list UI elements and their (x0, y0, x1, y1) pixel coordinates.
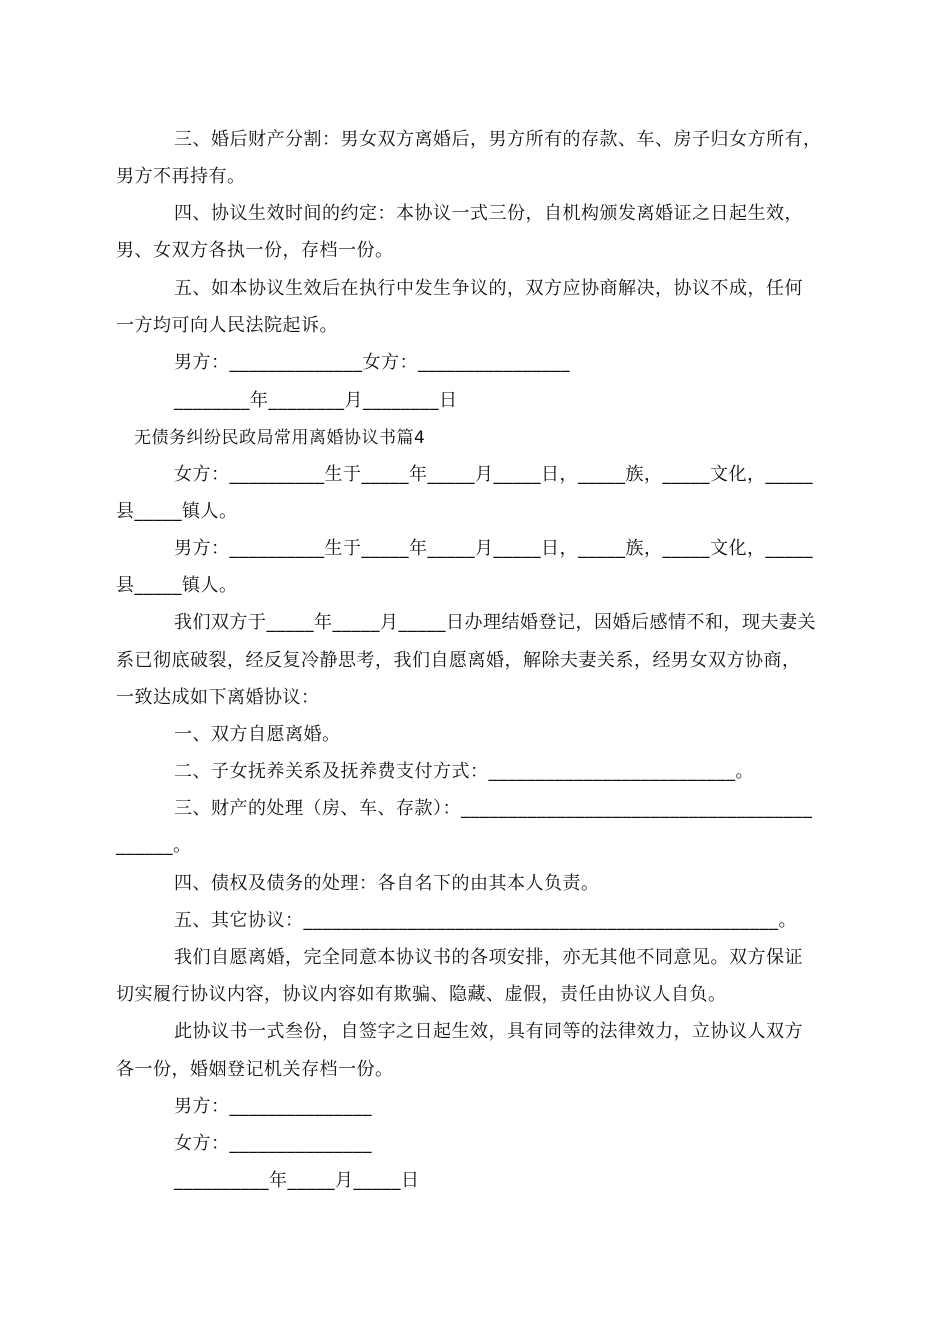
paragraph-line: 县_____镇人。 (116, 501, 238, 522)
section-title: 无债务纠纷民政局常用离婚协议书篇4 (134, 428, 426, 448)
paragraph-line: ______。 (116, 835, 192, 856)
paragraph-line: 一方均可向人民法院起诉。 (116, 315, 338, 336)
paragraph-line: 此协议书一式叁份，自签字之日起生效，具有同等的法律效力，立协议人双方 (174, 1021, 803, 1042)
paragraph-line: 一致达成如下离婚协议： (116, 687, 320, 708)
signature-line: 男方：______________女方：________________ (174, 352, 570, 373)
paragraph-line: 各一份，婚姻登记机关存档一份。 (116, 1059, 394, 1080)
paragraph-line: 三、财产的处理（房、车、存款）：_____________________________________ (174, 798, 813, 819)
paragraph-line: 男方不再持有。 (116, 166, 246, 187)
paragraph-line: 县_____镇人。 (116, 575, 238, 596)
date-line: ________年________月________日 (174, 390, 458, 411)
paragraph-line: 女方：__________生于_____年_____月_____日，_____族，_____文化，_____ (174, 464, 813, 485)
paragraph-line: 一、双方自愿离婚。 (174, 724, 341, 745)
paragraph-line: 系已彻底破裂，经反复冷静思考，我们自愿离婚，解除夫妻关系，经男女双方协商， (116, 650, 801, 671)
paragraph-line: 二、子女抚养关系及抚养费支付方式：__________________________。 (174, 761, 754, 782)
paragraph-line: 我们自愿离婚，完全同意本协议书的各项安排，亦无其他不同意见。双方保证 (174, 947, 803, 968)
paragraph-line: 五、其它协议：__________________________________________________。 (174, 910, 797, 931)
date-line: __________年_____月_____日 (174, 1170, 420, 1191)
paragraph-line: 四、协议生效时间的约定：本协议一式三份，自机构颁发离婚证之日起生效， (174, 203, 803, 224)
paragraph-line: 三、婚后财产分割：男女双方离婚后，男方所有的存款、车、房子归女方所有， (174, 129, 822, 150)
signature-line: 男方：_______________ (174, 1096, 372, 1117)
paragraph-line: 切实履行协议内容，协议内容如有欺骗、隐藏、虚假，责任由协议人自负。 (116, 984, 727, 1005)
paragraph-line: 男、女双方各执一份，存档一份。 (116, 240, 394, 261)
paragraph-line: 五、如本协议生效后在执行中发生争议的，双方应协商解决，协议不成，任何 (174, 278, 803, 299)
paragraph-line: 男方：__________生于_____年_____月_____日，_____族，_____文化，_____ (174, 538, 813, 559)
paragraph-line: 四、债权及债务的处理：各自名下的由其本人负责。 (174, 873, 600, 894)
paragraph-line: 我们双方于_____年_____月_____日办理结婚登记，因婚后感情不和，现夫妻关 (174, 612, 816, 633)
signature-line: 女方：_______________ (174, 1133, 372, 1154)
